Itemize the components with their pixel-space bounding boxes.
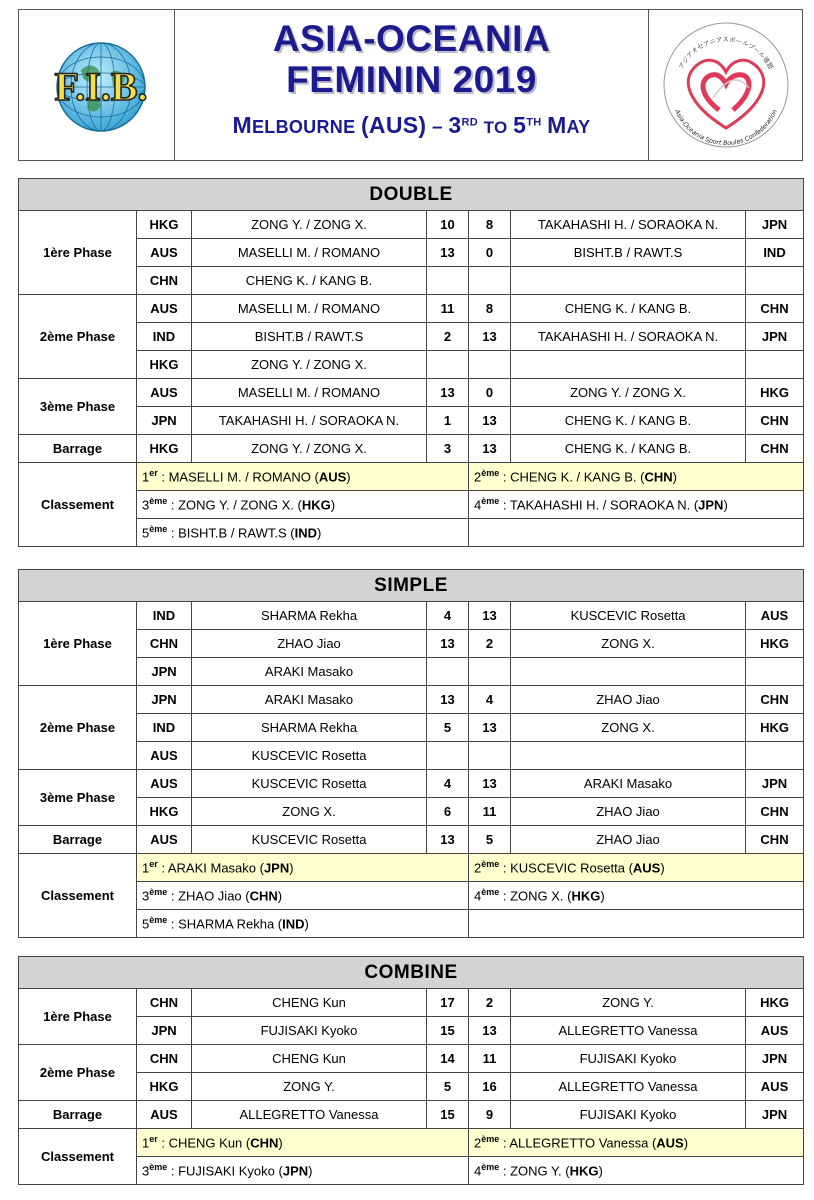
match-row [19,602,804,630]
match-row [19,407,804,435]
player-1: SHARMA Rekha [192,602,427,630]
section-title: SIMPLE [19,570,804,602]
score-2: 8 [469,211,511,239]
rank-suffix: er [149,859,158,870]
player-2: ZHAO Jiao [511,798,746,826]
player-2: CHENG K. / KANG B. [511,295,746,323]
ranking-row [19,1129,804,1157]
country-code-1: AUS [137,742,192,770]
rank-suffix: ème [481,1162,500,1173]
rank-country: JPN [263,860,290,876]
seal-outer-text: Asia-Oceania Sport Boules Confederation [673,108,779,148]
country-code-2 [746,351,804,379]
player-1: MASELLI M. / ROMANO [192,239,427,267]
country-code-1: JPN [137,686,192,714]
player-2: CHENG K. / KANG B. [511,435,746,463]
score-2 [469,742,511,770]
player-2: ZONG Y. [511,989,746,1017]
ranking-row [19,910,804,938]
score-1 [427,742,469,770]
score-1: 5 [427,1073,469,1101]
ranking-empty [469,519,804,547]
classement-label: Classement [19,1129,137,1185]
player-1: CHENG Kun [192,1045,427,1073]
rank-country: HKG [571,888,601,904]
phase-label: 2ème Phase [19,295,137,379]
dash: – [431,117,443,138]
country-code-2: JPN [746,1101,804,1129]
phase-label: 1ère Phase [19,211,137,295]
player-2: FUJISAKI Kyoko [511,1101,746,1129]
city-initial: M [232,112,252,138]
player-2: ZHAO Jiao [511,826,746,854]
match-row [19,323,804,351]
phase-label: Barrage [19,826,137,854]
score-2: 13 [469,1017,511,1045]
player-1: ARAKI Masako [192,658,427,686]
rank-country: HKG [301,497,331,513]
score-2: 11 [469,1045,511,1073]
confederation-seal [649,10,803,160]
country-code-2: HKG [746,379,804,407]
country-code-2: JPN [746,211,804,239]
match-row [19,435,804,463]
score-2: 0 [469,239,511,267]
rank-suffix: er [149,1134,158,1145]
player-2: ZONG X. [511,714,746,742]
player-1: ZONG Y. [192,1073,427,1101]
country-code-2 [746,658,804,686]
score-2: 0 [469,379,511,407]
rank-suffix: er [149,468,158,479]
score-1: 13 [427,826,469,854]
city-rest: ELBOURNE [251,117,356,137]
seal-inner-text: アジアオセアニアスポールブール連盟 [677,35,775,71]
country-code-1: HKG [137,211,192,239]
rank-suffix: ème [481,887,500,898]
player-2: CHENG K. / KANG B. [511,407,746,435]
rank-suffix: ème [481,859,500,870]
match-row [19,798,804,826]
country-code-2: JPN [746,1045,804,1073]
country-code-2: CHN [746,686,804,714]
country-code-2: AUS [746,602,804,630]
player-2: ZONG Y. / ZONG X. [511,379,746,407]
score-1: 3 [427,435,469,463]
match-row [19,630,804,658]
section-table-simple [18,569,804,938]
rank-country: IND [294,525,318,541]
player-2 [511,267,746,295]
score-1: 2 [427,323,469,351]
confederation-seal-cell [649,10,802,160]
rank-country: IND [282,916,305,932]
day-start-suffix: RD [461,116,479,129]
country-code-2 [746,742,804,770]
player-1: KUSCEVIC Rosetta [192,826,427,854]
rank-country: AUS [656,1135,684,1151]
phase-label: 2ème Phase [19,686,137,770]
rank-suffix: ème [149,915,168,926]
player-1: MASELLI M. / ROMANO [192,379,427,407]
month-rest: AY [566,117,591,137]
country-code-1: JPN [137,407,192,435]
match-row [19,267,804,295]
fib-logo-text: F.I.B. [54,64,148,109]
ranking-entry: 2ème : KUSCEVIC Rosetta (AUS) [469,854,804,882]
ranking-row [19,491,804,519]
rank-country: AUS [318,469,347,485]
event-subtitle [175,112,648,139]
country-code-1: JPN [137,658,192,686]
ranking-row [19,463,804,491]
score-2: 2 [469,989,511,1017]
phase-label: 1ère Phase [19,989,137,1045]
player-2: ARAKI Masako [511,770,746,798]
ranking-entry: 1er : MASELLI M. / ROMANO (AUS) [137,463,469,491]
country-code-2: CHN [746,295,804,323]
ranking-entry: 5ème : SHARMA Rekha (IND) [137,910,469,938]
ranking-row [19,519,804,547]
match-row [19,351,804,379]
header-box [18,9,803,161]
country-code-1: AUS [137,770,192,798]
rank-suffix: ème [149,496,168,507]
rank-country: CHN [250,1135,279,1151]
country-code-1: IND [137,714,192,742]
ranking-entry: 2ème : ALLEGRETTO Vanessa (AUS) [469,1129,804,1157]
country-code-2: CHN [746,798,804,826]
score-2 [469,351,511,379]
match-row [19,295,804,323]
score-2: 4 [469,686,511,714]
player-2: TAKAHASHI H. / SORAOKA N. [511,211,746,239]
player-2 [511,658,746,686]
player-1: FUJISAKI Kyoko [192,1017,427,1045]
country-code-1: AUS [137,826,192,854]
score-1: 13 [427,686,469,714]
match-row [19,714,804,742]
fib-logo-cell [19,10,175,160]
player-1: CHENG K. / KANG B. [192,267,427,295]
score-2: 13 [469,407,511,435]
player-1: ARAKI Masako [192,686,427,714]
ranking-entry: 3ème : ZONG Y. / ZONG X. (HKG) [137,491,469,519]
rank-suffix: ème [149,1162,168,1173]
match-row [19,770,804,798]
rank-suffix: ème [481,496,500,507]
score-1: 13 [427,239,469,267]
player-1: KUSCEVIC Rosetta [192,770,427,798]
ranking-row [19,1157,804,1185]
rank-country: JPN [698,497,724,513]
player-1: MASELLI M. / ROMANO [192,295,427,323]
player-2 [511,742,746,770]
country-code-2: HKG [746,714,804,742]
player-2 [511,351,746,379]
score-1 [427,351,469,379]
match-row [19,826,804,854]
ranking-empty [469,910,804,938]
match-row [19,1017,804,1045]
player-2: ZHAO Jiao [511,686,746,714]
rank-country: CHN [644,469,673,485]
title-line-1: ASIA-OCEANIA [272,18,551,59]
score-1: 11 [427,295,469,323]
country-code-1: AUS [137,239,192,267]
score-2: 8 [469,295,511,323]
phase-label: 2ème Phase [19,1045,137,1101]
country-code-1: HKG [137,351,192,379]
match-row [19,1073,804,1101]
player-1: SHARMA Rekha [192,714,427,742]
country-code-1: IND [137,323,192,351]
ranking-row [19,854,804,882]
country-code-1: AUS [137,1101,192,1129]
score-1: 14 [427,1045,469,1073]
player-2: KUSCEVIC Rosetta [511,602,746,630]
ranking-entry: 1er : ARAKI Masako (JPN) [137,854,469,882]
country-code-2: JPN [746,323,804,351]
score-2: 5 [469,826,511,854]
country-code-1: HKG [137,435,192,463]
player-1: ZONG Y. / ZONG X. [192,211,427,239]
player-2: BISHT.B / RAWT.S [511,239,746,267]
country-code-2: AUS [746,1017,804,1045]
section-table-double [18,178,804,547]
score-2: 13 [469,714,511,742]
match-row [19,211,804,239]
rank-country: JPN [282,1163,309,1179]
day-end: 5 [513,112,527,138]
score-1: 4 [427,602,469,630]
fib-logo [19,10,175,160]
score-2: 13 [469,435,511,463]
to-word: TO [483,118,508,137]
rank-country: CHN [249,888,278,904]
player-2: FUJISAKI Kyoko [511,1045,746,1073]
ranking-entry: 4ème : ZONG Y. (HKG) [469,1157,804,1185]
country-code-1: AUS [137,295,192,323]
country-code-2: CHN [746,826,804,854]
country-code-2: JPN [746,770,804,798]
player-1: ZONG Y. / ZONG X. [192,435,427,463]
player-1: ZHAO Jiao [192,630,427,658]
country-code-1: JPN [137,1017,192,1045]
score-2: 11 [469,798,511,826]
phase-label: 3ème Phase [19,770,137,826]
classement-label: Classement [19,854,137,938]
country-code-2: HKG [746,989,804,1017]
score-1: 15 [427,1101,469,1129]
country-code-1: CHN [137,267,192,295]
country-code-2 [746,267,804,295]
score-1: 13 [427,630,469,658]
rank-country: AUS [632,860,661,876]
player-1: KUSCEVIC Rosetta [192,742,427,770]
country-code: (AUS) [360,112,427,138]
ranking-entry: 4ème : ZONG X. (HKG) [469,882,804,910]
rank-suffix: ème [481,1134,500,1145]
score-1 [427,267,469,295]
score-1: 13 [427,379,469,407]
score-2: 13 [469,770,511,798]
country-code-2: AUS [746,1073,804,1101]
phase-label: 3ème Phase [19,379,137,435]
country-code-2: IND [746,239,804,267]
section-table-combine [18,956,804,1185]
score-2 [469,267,511,295]
section-title: DOUBLE [19,179,804,211]
player-1: TAKAHASHI H. / SORAOKA N. [192,407,427,435]
score-1: 10 [427,211,469,239]
match-row [19,239,804,267]
score-1: 5 [427,714,469,742]
player-2: TAKAHASHI H. / SORAOKA N. [511,323,746,351]
title-line-2: FEMININ 2019 [286,59,537,100]
score-2: 13 [469,602,511,630]
country-code-2: CHN [746,407,804,435]
match-row [19,686,804,714]
phase-label: Barrage [19,1101,137,1129]
score-2: 13 [469,323,511,351]
ranking-entry: 2ème : CHENG K. / KANG B. (CHN) [469,463,804,491]
phase-label: Barrage [19,435,137,463]
day-end-suffix: TH [526,116,542,129]
country-code-2: CHN [746,435,804,463]
player-1: CHENG Kun [192,989,427,1017]
score-1: 15 [427,1017,469,1045]
ranking-entry: 1er : CHENG Kun (CHN) [137,1129,469,1157]
match-row [19,658,804,686]
rank-suffix: ème [149,887,168,898]
player-1: ZONG X. [192,798,427,826]
day-start: 3 [448,112,462,138]
player-1: BISHT.B / RAWT.S [192,323,427,351]
section-title: COMBINE [19,957,804,989]
match-row [19,379,804,407]
country-code-1: CHN [137,1045,192,1073]
ranking-entry: 4ème : TAKAHASHI H. / SORAOKA N. (JPN) [469,491,804,519]
rank-country: HKG [569,1163,599,1179]
ranking-entry: 5ème : BISHT.B / RAWT.S (IND) [137,519,469,547]
score-1: 6 [427,798,469,826]
match-row [19,742,804,770]
match-row [19,989,804,1017]
phase-label: 1ère Phase [19,602,137,686]
score-2: 16 [469,1073,511,1101]
country-code-1: CHN [137,630,192,658]
score-1: 17 [427,989,469,1017]
score-2: 2 [469,630,511,658]
match-row [19,1045,804,1073]
score-2 [469,658,511,686]
month-initial: M [547,112,567,138]
score-2: 9 [469,1101,511,1129]
score-1: 4 [427,770,469,798]
player-1: ZONG Y. / ZONG X. [192,351,427,379]
ranking-entry: 3ème : FUJISAKI Kyoko (JPN) [137,1157,469,1185]
rank-suffix: ème [481,468,500,479]
player-2: ALLEGRETTO Vanessa [511,1017,746,1045]
country-code-1: HKG [137,1073,192,1101]
classement-label: Classement [19,463,137,547]
ranking-entry: 3ème : ZHAO Jiao (CHN) [137,882,469,910]
ranking-row [19,882,804,910]
rank-suffix: ème [149,524,168,535]
country-code-1: CHN [137,989,192,1017]
country-code-1: IND [137,602,192,630]
country-code-1: AUS [137,379,192,407]
player-2: ALLEGRETTO Vanessa [511,1073,746,1101]
header-title-cell [175,10,649,160]
player-2: ZONG X. [511,630,746,658]
player-1: ALLEGRETTO Vanessa [192,1101,427,1129]
match-row [19,1101,804,1129]
country-code-2: HKG [746,630,804,658]
score-1: 1 [427,407,469,435]
country-code-1: HKG [137,798,192,826]
score-1 [427,658,469,686]
